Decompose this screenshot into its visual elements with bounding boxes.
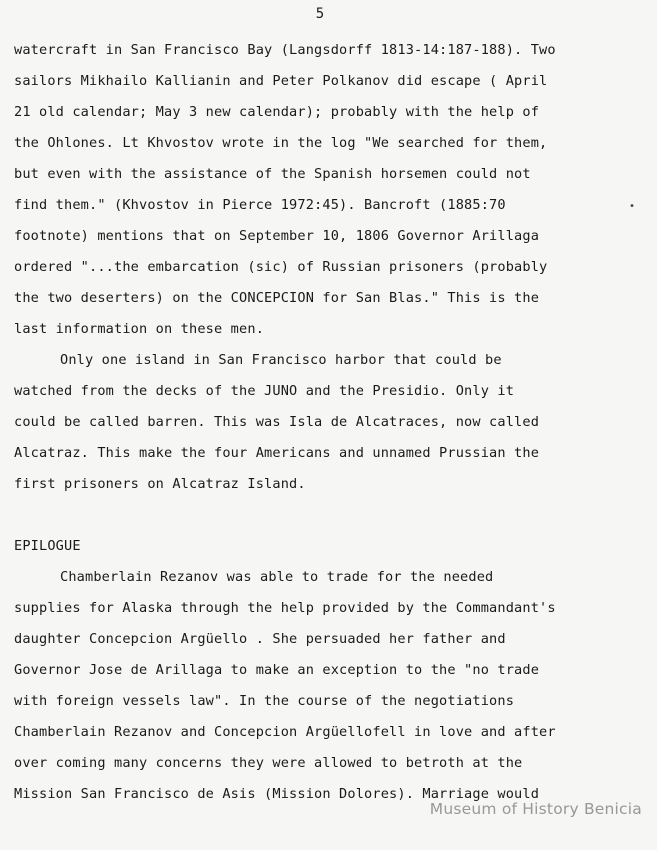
document-body (14, 35, 644, 810)
text-line: with foreign vessels law". In the course of the negotiations (14, 693, 515, 709)
text-line: the Ohlones. Lt Khvostov wrote in the log "We searched for them, (14, 135, 548, 151)
museum-watermark: Museum of History Benicia (429, 800, 642, 818)
text-line: but even with the assistance of the Spanish horsemen could not (14, 166, 531, 182)
text-line: find them." (Khvostov in Pierce 1972:45). Bancroft (1885:70 (14, 197, 506, 213)
paragraph-1 (14, 35, 644, 345)
text-line: watched from the decks of the JUNO and the Presidio. Only it (14, 383, 515, 399)
text-line: sailors Mikhailo Kallianin and Peter Polkanov did escape ( April (14, 73, 548, 89)
text-line: watercraft in San Francisco Bay (Langsdorff 1813-14:187-188). Two (14, 42, 556, 58)
text-line: last information on these men. (14, 321, 265, 337)
text-line: 21 old calendar; May 3 new calendar); probably with the help of (14, 104, 540, 120)
epilogue-paragraph (14, 562, 644, 810)
text-line: Alcatraz. This make the four Americans and unnamed Prussian the (14, 445, 540, 461)
text-line: footnote) mentions that on September 10, 1806 Governor Arillaga (14, 228, 540, 244)
text-line: Only one island in San Francisco harbor that could be (60, 352, 502, 368)
text-line: Governor Jose de Arillaga to make an exception to the "no trade (14, 662, 540, 678)
text-line: the two deserters) on the CONCEPCION for San Blas." This is the (14, 290, 540, 306)
text-line: daughter Concepcion Argüello . She persuaded her father and (14, 631, 506, 647)
paragraph-spacer (14, 500, 644, 531)
page-number: 5 (315, 6, 325, 22)
text-line: supplies for Alaska through the help provided by the Commandant's (14, 600, 556, 616)
text-line: Chamberlain Rezanov and Concepcion Argüellofell in love and after (14, 724, 556, 740)
section-heading: EPILOGUE (14, 538, 81, 554)
text-line: ordered "...the embarcation (sic) of Russian prisoners (probably (14, 259, 548, 275)
text-line: first prisoners on Alcatraz Island. (14, 476, 306, 492)
text-line: Chamberlain Rezanov was able to trade for the needed (60, 569, 494, 585)
text-line: over coming many concerns they were allowed to betroth at the (14, 755, 523, 771)
scan-speck: • (628, 201, 635, 212)
paragraph-2 (14, 345, 644, 500)
text-line: Mission San Francisco de Asis (Mission Dolores). Marriage would (14, 786, 540, 802)
text-line: could be called barren. This was Isla de Alcatraces, now called (14, 414, 540, 430)
